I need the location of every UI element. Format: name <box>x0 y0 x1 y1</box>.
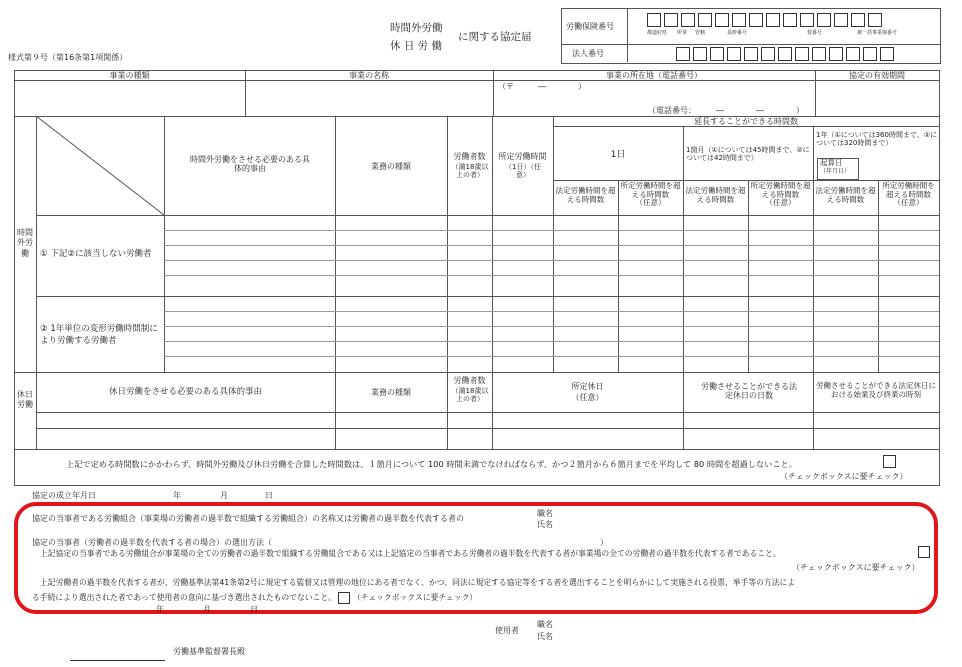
corporate-digit-box[interactable] <box>693 47 707 61</box>
insurance-digit-box[interactable] <box>698 13 712 27</box>
conclusion-day: 日 <box>265 491 273 500</box>
overtime-workers-header: 労働者数 <box>453 152 486 161</box>
statutory-hours-header: 所定労働時間 <box>498 152 547 161</box>
insurance-digit-box[interactable] <box>664 13 678 27</box>
month-optional: （任意） <box>765 198 796 208</box>
party-name-label: 氏名 <box>537 520 553 529</box>
corporate-digit-box[interactable] <box>710 47 724 61</box>
holiday-reason-header: 休日労働をさせる必要のある具体的事由 <box>108 387 262 397</box>
conclusion-date-label: 協定の成立年月日 <box>32 491 96 500</box>
statutory-holiday-header: 所定休日 <box>571 382 604 391</box>
holiday-workers-header: 労働者数 <box>453 376 486 385</box>
business-name-header: 事業の名称 <box>349 71 389 80</box>
insurance-sub-label: 管轄 <box>695 30 706 36</box>
employer-label: 使用者 <box>495 626 519 635</box>
overtime-row-line <box>164 356 939 357</box>
insurance-digit-box[interactable] <box>834 13 848 27</box>
inspector-underline <box>70 660 165 661</box>
form-number: 様式第９号（第16条第1項関係） <box>8 53 128 62</box>
manager-note-line2 <box>32 592 477 604</box>
day-exceed-statutory-text: 所定労働時間を超える時間数 <box>620 181 681 199</box>
one-year-header: 1年（①については360時間まで、②については320時間まで） <box>816 131 938 148</box>
corporate-digit-box[interactable] <box>761 47 775 61</box>
validity-header: 協定の有効期間 <box>849 71 905 80</box>
overtime-work-type-header: 業務の種類 <box>371 162 411 171</box>
manager-note-text: る手続により選出された者であって使用者の意向に基づき選出されたものでないこと。 <box>32 593 336 602</box>
corporate-digit-box[interactable] <box>744 47 758 61</box>
one-day-header: 1日 <box>610 150 626 160</box>
signing-day: 日 <box>250 605 258 614</box>
insurance-digit-box[interactable] <box>851 13 865 27</box>
employer-title-label: 職名 <box>537 620 553 629</box>
statutory-hours-sub: （1日）（任意） <box>505 163 541 180</box>
day-exceed-legal: 法定労働時間を超える時間数 <box>555 186 616 204</box>
overtime-row-line <box>164 275 939 276</box>
overtime-row-1-label: ① 下記②に該当しない労働者 <box>40 249 152 259</box>
overtime-row-line <box>164 311 939 312</box>
business-type-field[interactable] <box>16 82 244 114</box>
party-title-label: 職名 <box>537 509 553 518</box>
corporate-digit-box[interactable] <box>846 47 860 61</box>
insurance-digit-box[interactable] <box>732 13 746 27</box>
start-date-sub: （年月日） <box>820 168 851 175</box>
one-month-header: 1箇月（①については45時間まで、②については42時間まで） <box>686 146 810 163</box>
insurance-sub-label: 被一括事業場番号 <box>857 30 898 36</box>
month-exceed-statutory <box>749 182 812 208</box>
insurance-digit-box[interactable] <box>647 13 661 27</box>
corporate-digit-box[interactable] <box>812 47 826 61</box>
address-header: 事業の所在地（電話番号） <box>606 71 702 80</box>
insurance-digit-box[interactable] <box>868 13 882 27</box>
year-exceed-statutory-text: 所定労働時間を超える時間数 <box>882 181 935 199</box>
majority-checkbox[interactable] <box>918 546 930 558</box>
insurance-digit-box[interactable] <box>681 13 695 27</box>
conclusion-year: 年 <box>173 491 181 500</box>
title-suffix: に関する協定届 <box>458 31 532 43</box>
insurance-sub-label: 基幹番号 <box>727 30 748 36</box>
insurance-digit-box[interactable] <box>766 13 780 27</box>
day-exceed-statutory <box>619 182 682 208</box>
party-name-line: 協定の当事者である労働組合（事業場の労働者の過半数で組織する労働組合）の名称又は労働者の過半数を代表する者の <box>32 514 464 523</box>
holiday-side-label: 休日労働 <box>17 390 33 410</box>
holiday-hours-header: 労働させることができる法定休日における始業及び終業の時刻 <box>816 381 936 399</box>
title-holiday: 休 日 労 働 <box>390 40 443 52</box>
holiday-days-header: 労働させることができる法定休日の日数 <box>701 382 797 401</box>
insurance-sub-label: 都道府県 <box>647 30 668 36</box>
statutory-holiday-sub: （任意） <box>571 393 604 402</box>
overtime-row-line <box>164 245 939 246</box>
overtime-row-2-label: ② 1年単位の変形労働時間制により労働する労働者 <box>40 324 158 346</box>
majority-note: 上記協定の当事者である労働組合が事業場の全ての労働者の過半数で組織する労働組合である又は上記協定の当事者である労働者の過半数を代表する者が事業場の全ての労働者の過半数を代表する者であること。 <box>40 549 781 558</box>
extendable-hours-header: 延長することができる時間数 <box>694 117 798 126</box>
phone-number: （電話番号： ― ― ） <box>648 106 804 115</box>
corporate-digit-box[interactable] <box>863 47 877 61</box>
overtime-row-line <box>164 260 939 261</box>
signing-month: 月 <box>203 605 211 614</box>
limit-check-note: （チェックボックスに要チェック） <box>780 472 908 481</box>
insurance-sub-label: 枝番号 <box>807 30 823 36</box>
overtime-row-line <box>164 230 939 231</box>
corporate-digit-box[interactable] <box>727 47 741 61</box>
corporate-number-boxes[interactable] <box>676 47 897 61</box>
validity-field[interactable] <box>817 82 937 114</box>
start-date-field[interactable] <box>858 159 936 178</box>
overtime-row-line <box>164 326 939 327</box>
insurance-digit-box[interactable] <box>800 13 814 27</box>
insurance-digit-box[interactable] <box>817 13 831 27</box>
year-exceed-statutory <box>879 182 938 208</box>
manager-check-note: （チェックボックスに要チェック） <box>352 593 478 602</box>
insurance-sub-label: 所掌 <box>677 30 688 36</box>
limit-note: 上記で定める時間数にかかわらず、時間外労働及び休日労働を合算した時間数は、１箇月について 100 時間未満でなければならず、かつ２箇月から６箇月までを平均して 80 時間を超過しないこと。 <box>66 459 797 469</box>
day-optional: （任意） <box>635 198 666 208</box>
corporate-digit-box[interactable] <box>880 47 894 61</box>
month-exceed-legal: 法定労働時間を超える時間数 <box>685 186 746 204</box>
corporate-digit-box[interactable] <box>778 47 792 61</box>
holiday-workers-sub: （満18歳以上の者） <box>451 387 489 404</box>
overtime-reason-header: 時間外労働をさせる必要のある具体的事由 <box>190 155 310 174</box>
signing-year: 年 <box>156 605 164 614</box>
overtime-row-line <box>164 341 939 342</box>
corporate-digit-box[interactable] <box>829 47 843 61</box>
corporate-number-label: 法人番号 <box>572 49 604 58</box>
limit-checkbox[interactable] <box>883 455 896 468</box>
overtime-row-line <box>36 296 939 297</box>
corporate-digit-box[interactable] <box>795 47 809 61</box>
manager-note-line1: 上記労働者の過半数を代表する者が、労働基準法第41条第2号に規定する監督又は管理の地位にある者でなく、かつ、同法に規定する協定等をする者を選出することを明らかにして実施される投票、挙手等の方法によ <box>40 578 796 587</box>
postal-code: （〒 ― ） <box>498 82 586 91</box>
overtime-side-label: 時間外労働 <box>17 228 33 258</box>
insurance-digit-box[interactable] <box>783 13 797 27</box>
year-exceed-legal: 法定労働時間を超える時間数 <box>815 186 876 204</box>
month-exceed-statutory-text: 所定労働時間を超える時間数 <box>750 181 811 199</box>
employer-name-label: 氏名 <box>537 632 553 641</box>
conclusion-month: 月 <box>220 491 228 500</box>
overtime-workers-sub: （満18歳以上の者） <box>451 163 489 180</box>
insurance-digit-box[interactable] <box>749 13 763 27</box>
business-type-header: 事業の種類 <box>109 71 150 80</box>
majority-check-note: （チェックボックスに要チェック） <box>792 563 920 572</box>
start-date-label: 起算日 <box>820 158 843 167</box>
title-overtime: 時間外労働 <box>390 22 443 34</box>
inspector-label: 労働基準監督署長殿 <box>173 647 245 656</box>
insurance-number-boxes[interactable] <box>647 13 885 27</box>
year-optional: （任意） <box>893 198 924 208</box>
election-method: 協定の当事者（労働者の過半数を代表する者の場合）の選出方法（ ） <box>32 538 608 547</box>
business-name-field[interactable] <box>247 82 492 114</box>
manager-checkbox[interactable] <box>338 592 350 604</box>
holiday-work-type-header: 業務の種類 <box>371 388 411 397</box>
insurance-number-label: 労働保険番号 <box>566 22 614 31</box>
corporate-digit-box[interactable] <box>676 47 690 61</box>
diagonal-slash <box>36 116 164 215</box>
insurance-digit-box[interactable] <box>715 13 729 27</box>
